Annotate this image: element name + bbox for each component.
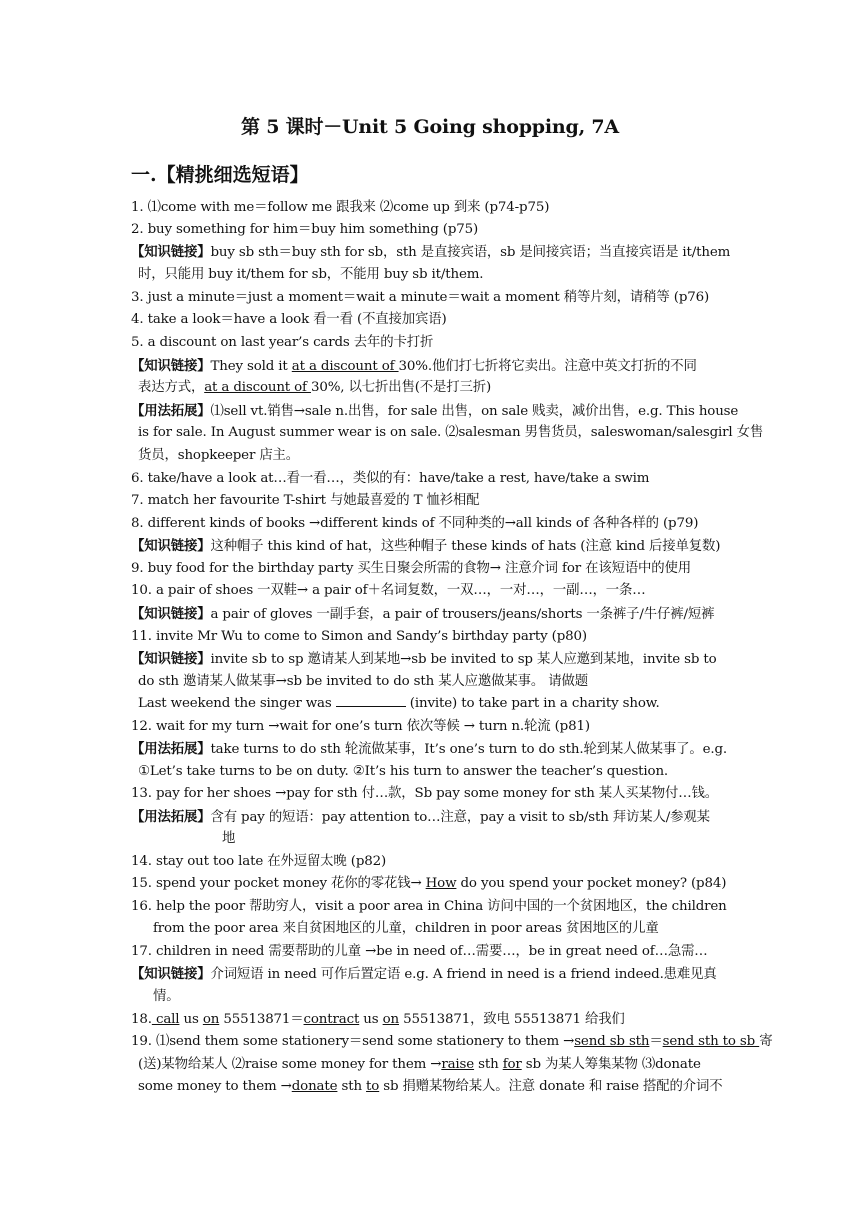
knowledge-note: 【知识链接】介词短语 in need 可作后置定语 e.g. A friend in need is a friend indeed.患难见真 [131, 966, 717, 982]
note-continuation: 货员，shopkeeper 店主。 [138, 448, 300, 463]
note-tag: 【知识链接】 [131, 244, 211, 260]
phrase-line: 5. a discount on last year’s cards 去年的卡打折 [131, 335, 434, 350]
knowledge-note: 【知识链接】They sold it at a discount of 30%.他们打七折将它卖出。注意中英文打折的不同 [131, 358, 697, 374]
usage-note: 【用法拓展】含有 pay 的短语：pay attention to…注意，pay a visit to sb/sth 拜访某人/参观某 [131, 809, 710, 825]
phrase-line: 12. wait for my turn →wait for one’s turn 依次等候 → turn n.轮流 (p81) [131, 719, 590, 734]
exercise-line: Last weekend the singer was (invite) to take part in a charity show. [138, 696, 660, 711]
phrase-line: 14. stay out too late 在外逗留太晚 (p82) [131, 854, 387, 869]
phrase-line: 10. a pair of shoes 一双鞋→ a pair of＋名词复数，一双…，一对…，一副…，一条… [131, 583, 646, 598]
note-continuation: 地 [222, 831, 236, 846]
phrase-line: 1. ⑴come with me＝follow me 跟我来 ⑵come up 到来 (p74-p75) [131, 200, 550, 215]
knowledge-note: 【知识链接】这种帽子 this kind of hat，这些种帽子 these kinds of hats (注意 kind 后接单复数) [131, 538, 721, 554]
knowledge-note: 【知识链接】buy sb sth＝buy sth for sb，sth 是直接宾语，sb 是间接宾语；当直接宾语是 it/them [131, 244, 731, 260]
page-title: 第 5 课时－Unit 5 Going shopping, 7A [241, 116, 619, 138]
phrase-continuation: (送)某物给某人 ⑵raise some money for them →raise sth for sb 为某人筹集某物 ⑶donate [138, 1057, 701, 1072]
note-tag: 【知识链接】 [131, 606, 211, 622]
note-continuation: 情。 [153, 989, 180, 1004]
phrase-line: 13. pay for her shoes →pay for sth 付…款，Sb pay some money for sth 某人买某物付…钱。 [131, 786, 718, 801]
knowledge-note: 【知识链接】invite sb to sp 邀请某人到某地→sb be invited to sp 某人应邀到某地，invite sb to [131, 651, 717, 667]
note-continuation: ①Let’s take turns to be on duty. ②It’s his turn to answer the teacher’s question. [138, 764, 669, 779]
usage-note: 【用法拓展】take turns to do sth 轮流做某事，It’s one’s turn to do sth.轮到某人做某事了。e.g. [131, 741, 728, 757]
note-tag: 【用法拓展】 [131, 741, 211, 757]
phrase-line: 8. different kinds of books →different kinds of 不同种类的→all kinds of 各种各样的 (p79) [131, 516, 699, 531]
phrase-line: 17. children in need 需要帮助的儿童 →be in need of…需要…，be in great need of…急需… [131, 944, 708, 959]
phrase-line: 15. spend your pocket money 花你的零花钱→ How do you spend your pocket money? (p84) [131, 876, 727, 891]
phrase-continuation: some money to them →donate sth to sb 捐赠某物给某人。注意 donate 和 raise 搭配的介词不 [138, 1079, 723, 1094]
phrase-line: 9. buy food for the birthday party 买生日聚会所需的食物→ 注意介词 for 在该短语中的使用 [131, 561, 692, 576]
note-tag: 【用法拓展】 [131, 809, 211, 825]
answer-blank[interactable] [336, 694, 406, 707]
phrase-line: 18. call us on 55513871＝contract us on 55513871，致电 55513871 给我们 [131, 1012, 625, 1027]
phrase-continuation: from the poor area 来自贫困地区的儿童，children in poor areas 贫困地区的儿童 [153, 921, 659, 936]
note-tag: 【用法拓展】 [131, 403, 211, 419]
note-continuation: 表达方式，at a discount of 30%, 以七折出售(不是打三折) [138, 380, 492, 395]
phrase-line: 16. help the poor 帮助穷人，visit a poor area in China 访问中国的一个贫困地区，the children [131, 899, 727, 914]
note-tag: 【知识链接】 [131, 651, 211, 667]
section-heading: 一.【精挑细选短语】 [131, 164, 309, 186]
phrase-line: 11. invite Mr Wu to come to Simon and Sandy’s birthday party (p80) [131, 629, 587, 644]
note-continuation: do sth 邀请某人做某事→sb be invited to do sth 某人应邀做某事。 请做题 [138, 674, 588, 689]
note-continuation: 时，只能用 buy it/them for sb，不能用 buy sb it/them. [138, 267, 484, 282]
phrase-line: 6. take/have a look at…看一看…，类似的有：have/take a rest, have/take a swim [131, 471, 650, 486]
usage-note: 【用法拓展】⑴sell vt.销售→sale n.出售，for sale 出售，on sale 贱卖，减价出售，e.g. This house [131, 403, 739, 419]
note-continuation: is for sale. In August summer wear is on sale. ⑵salesman 男售货员，saleswoman/salesgirl 女售 [138, 425, 764, 440]
phrase-line: 7. match her favourite T-shirt 与她最喜爱的 T 恤衫相配 [131, 493, 480, 508]
note-tag: 【知识链接】 [131, 358, 211, 374]
phrase-line: 2. buy something for him＝buy him something (p75) [131, 222, 479, 237]
phrase-line: 3. just a minute＝just a moment＝wait a minute＝wait a moment 稍等片刻，请稍等 (p76) [131, 290, 710, 305]
note-tag: 【知识链接】 [131, 966, 211, 982]
note-tag: 【知识链接】 [131, 538, 211, 554]
phrase-line: 4. take a look＝have a look 看一看 (不直接加宾语) [131, 312, 447, 327]
knowledge-note: 【知识链接】a pair of gloves 一副手套，a pair of trousers/jeans/shorts 一条裤子/牛仔裤/短裤 [131, 606, 715, 622]
phrase-line: 19. ⑴send them some stationery＝send some stationery to them →send sb sth＝send sth to sb 寄 [131, 1034, 773, 1049]
